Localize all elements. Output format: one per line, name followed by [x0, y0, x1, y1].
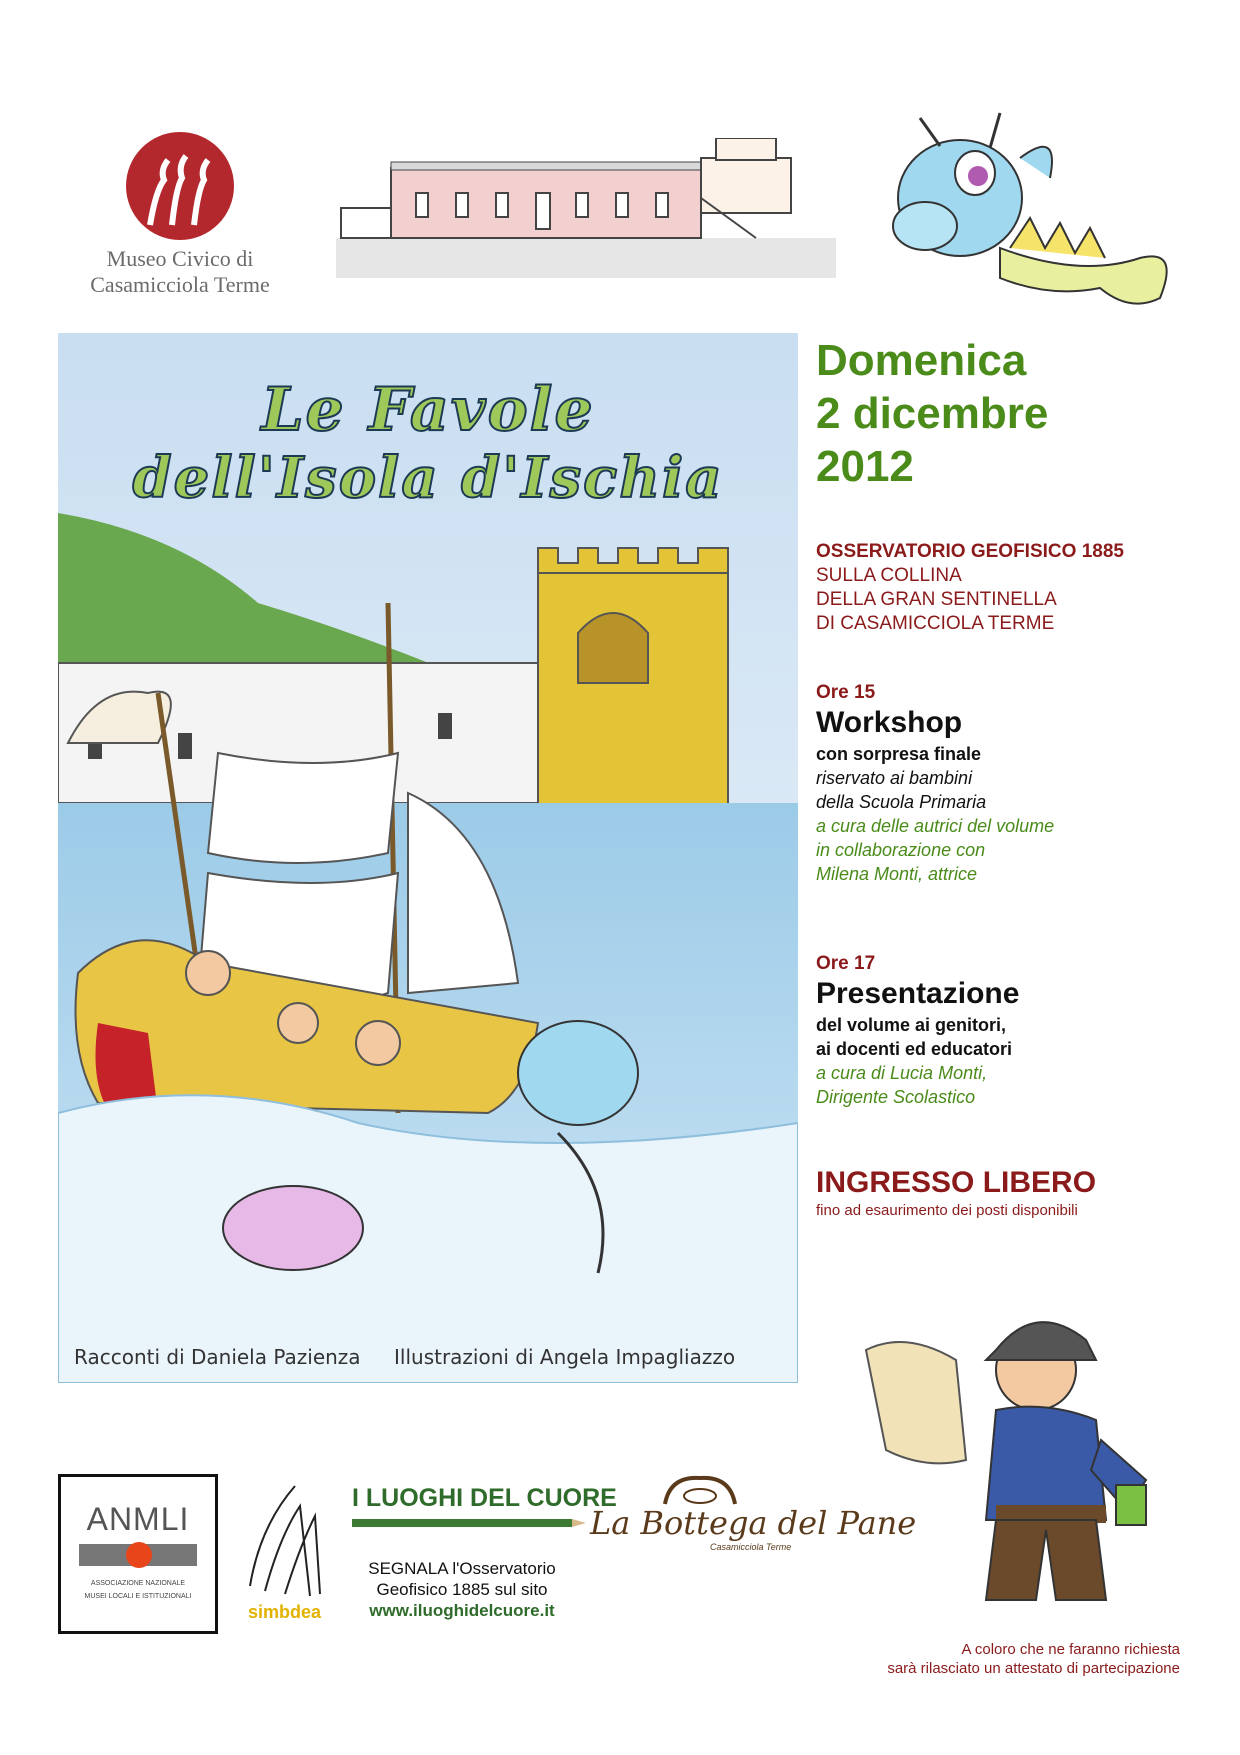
workshop-credit-line3: Milena Monti, attrice	[816, 864, 978, 884]
cover-title-line2: dell'Isola d'Ischia	[132, 445, 724, 511]
workshop-title: Workshop	[816, 706, 963, 739]
book-cover	[58, 333, 798, 1383]
workshop-credit-line1: a cura delle autrici del volume	[816, 816, 1055, 836]
venue-title: OSSERVATORIO GEOFISICO 1885	[816, 541, 1124, 562]
anmli-logo	[58, 1474, 218, 1634]
pencil-icon	[352, 1519, 572, 1527]
museum-emblem-icon	[120, 130, 240, 242]
pirate-illustration	[846, 1290, 1186, 1630]
simbdea-name: simbdea	[248, 1602, 322, 1622]
museum-logo	[70, 130, 290, 310]
anmli-mark-icon	[79, 1544, 197, 1566]
presentation-subtitle-line2: ai docenti ed educatori	[816, 1039, 1013, 1059]
simbdea-sails-icon	[240, 1476, 330, 1602]
museum-name-line2: Casamicciola Terme	[90, 272, 270, 297]
luoghi-del-cuore-name: I LUOGHI DEL CUORE	[352, 1484, 617, 1512]
workshop-audience-line1: riservato ai bambini	[816, 768, 973, 788]
venue-line3: DI CASAMICCIOLA TERME	[816, 613, 1055, 634]
anmli-name: ANMLI	[86, 1501, 190, 1537]
event-date-line3: 2012	[816, 442, 914, 491]
cover-title-line1: Le Favole	[261, 375, 595, 445]
venue-line1: SULLA COLLINA	[816, 565, 962, 586]
workshop-subtitle: con sorpresa finale	[816, 744, 982, 764]
dragon-illustration	[880, 98, 1180, 324]
anmli-subtitle-line2: MUSEI LOCALI E ISTITUZIONALI	[84, 1593, 192, 1600]
event-date	[816, 334, 1196, 493]
bottega-del-pane-subtitle: Casamicciola Terme	[710, 1542, 792, 1552]
presentation-time: Ore 17	[816, 953, 876, 974]
venue-line2: DELLA GRAN SENTINELLA	[816, 589, 1057, 610]
luoghi-line2: Geofisico 1885 sul sito	[376, 1580, 548, 1599]
certificate-note-line2: sarà rilasciato un attestato di partecipazione	[887, 1660, 1180, 1677]
presentation-credit-line2: Dirigente Scolastico	[816, 1087, 976, 1107]
entry-note: fino ad esaurimento dei posti disponibili	[816, 1202, 1078, 1219]
presentation-subtitle-line1: del volume ai genitori,	[816, 1015, 1007, 1035]
cover-illustrations-credit: Illustrazioni di Angela Impagliazzo	[394, 1345, 736, 1369]
museum-name-line1: Museo Civico di	[106, 246, 254, 271]
workshop-time: Ore 15	[816, 682, 876, 703]
luoghi-del-cuore-text	[342, 1558, 582, 1621]
presentation-title: Presentazione	[816, 977, 1020, 1010]
certificate-note-line1: A coloro che ne faranno richiesta	[961, 1641, 1180, 1658]
anmli-subtitle-line1: ASSOCIAZIONE NAZIONALE	[90, 1580, 186, 1587]
presentation-credit-line1: a cura di Lucia Monti,	[816, 1063, 988, 1083]
luoghi-del-cuore-logo	[352, 1484, 617, 1527]
entry-title: INGRESSO LIBERO	[816, 1166, 1097, 1199]
luoghi-url-link[interactable]: www.iluoghidelcuore.it	[369, 1601, 555, 1620]
simbdea-logo	[240, 1476, 330, 1626]
museum-name	[70, 246, 290, 298]
workshop-audience-line2: della Scuola Primaria	[816, 792, 987, 812]
observatory-building-drawing	[336, 138, 836, 288]
bottega-del-pane-name: La Bottega del Pane	[590, 1504, 917, 1542]
bread-icon	[660, 1474, 740, 1508]
workshop-credit-line2: in collaborazione con	[816, 840, 986, 860]
cover-authors-credit: Racconti di Daniela Pazienza	[74, 1345, 361, 1369]
event-date-line2: 2 dicembre	[816, 389, 1049, 438]
event-date-line1: Domenica	[816, 336, 1027, 385]
bottega-del-pane-logo	[590, 1474, 917, 1554]
luoghi-line1: SEGNALA l'Osservatorio	[368, 1559, 556, 1578]
certificate-note	[800, 1640, 1180, 1678]
